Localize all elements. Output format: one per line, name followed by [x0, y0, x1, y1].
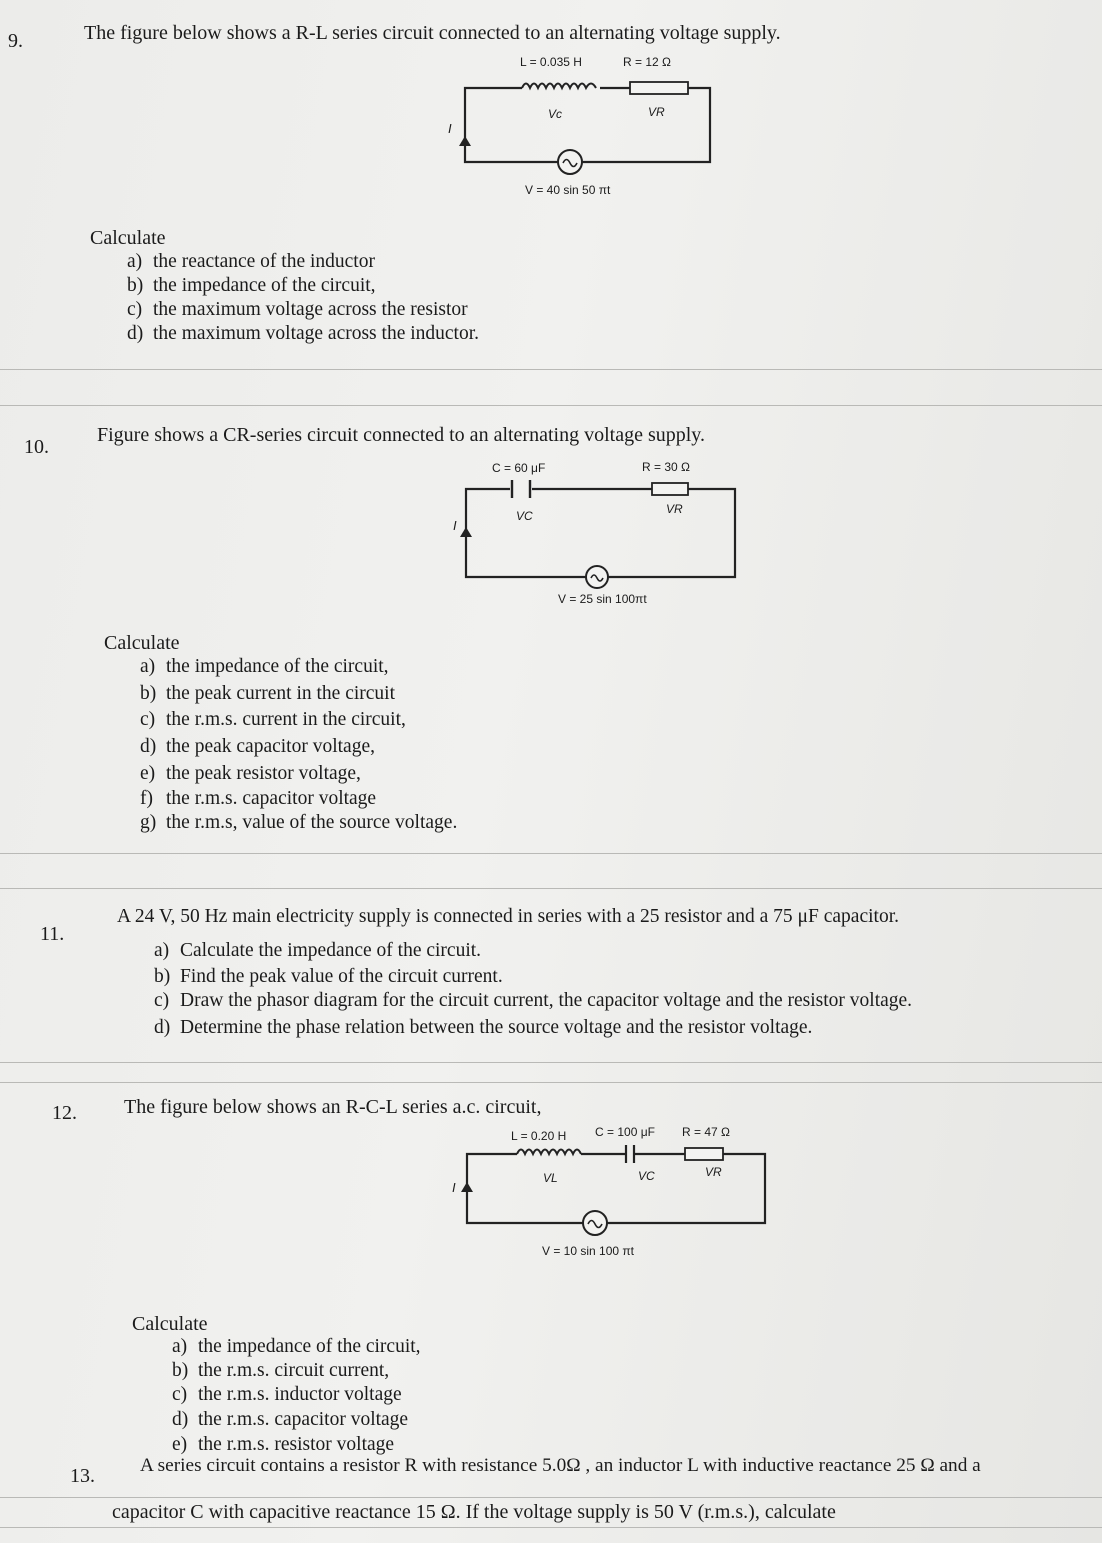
q10-part-g: g) the r.m.s, value of the source voltage. [140, 812, 458, 833]
q11-part-c: c) Draw the phasor diagram for the circuit current, the capacitor voltage and the resistor voltage. [154, 990, 913, 1011]
q12-vc-label: VC [638, 1169, 655, 1183]
q12-number: 12. [52, 1102, 77, 1124]
q11-part-d: d) Determine the phase relation between the source voltage and the resistor voltage. [154, 1017, 813, 1038]
q13-number: 13. [70, 1465, 95, 1487]
q10-part-f: f) the r.m.s. capacitor voltage [140, 788, 377, 809]
q12-current-label: I [452, 1180, 456, 1195]
q10-question-text: Figure shows a CR-series circuit connected to an alternating voltage supply. [97, 424, 705, 446]
divider [0, 405, 1102, 406]
q12-part-c: c) the r.m.s. inductor voltage [172, 1384, 402, 1405]
q12-circuit-diagram [445, 1120, 780, 1265]
q11-question-text: A 24 V, 50 Hz main electricity supply is connected in series with a 25 resistor and a 75 μF capacitor. [117, 906, 899, 927]
q12-capacitor-label: C = 100 μF [595, 1125, 655, 1139]
q9-part-a: a) the reactance of the inductor [127, 251, 375, 272]
q10-capacitor-label: C = 60 μF [492, 461, 546, 475]
divider [0, 1082, 1102, 1083]
q12-capacitor-symbol [626, 1145, 634, 1163]
divider [0, 369, 1102, 370]
q12-vr-label: VR [705, 1165, 722, 1179]
q12-inductor-label: L = 0.20 H [511, 1129, 567, 1143]
q9-current-label: I [448, 121, 452, 136]
q12-part-b: b) the r.m.s. circuit current, [172, 1360, 390, 1381]
q9-inductor-label: L = 0.035 H [520, 55, 582, 69]
q9-part-c: c) the maximum voltage across the resistor [127, 299, 468, 320]
q10-current-label: I [453, 518, 457, 533]
q9-circuit-diagram [430, 50, 730, 200]
q12-question-text: The figure below shows an R-C-L series a.c. circuit, [124, 1096, 542, 1118]
q10-part-e: e) the peak resistor voltage, [140, 763, 361, 784]
q10-part-c: c) the r.m.s. current in the circuit, [140, 709, 406, 730]
q9-part-b: b) the impedance of the circuit, [127, 275, 376, 296]
q9-vl-label: Vc [548, 107, 563, 121]
divider [0, 853, 1102, 854]
q10-circuit-diagram [440, 455, 750, 610]
q11-number: 11. [40, 923, 65, 945]
divider [0, 1062, 1102, 1063]
q13-question-line2: capacitor C with capacitive reactance 15 Ω. If the voltage supply is 50 V (r.m.s.), calculate [112, 1501, 836, 1523]
q12-part-d: d) the r.m.s. capacitor voltage [172, 1409, 409, 1430]
q9-question-text: The figure below shows a R-L series circuit connected to an alternating voltage supply. [84, 22, 781, 44]
q12-source-label: V = 10 sin 100 πt [542, 1244, 635, 1258]
q10-capacitor-symbol [512, 480, 530, 498]
q13-question-line1: A series circuit contains a resistor R with resistance 5.0Ω , an inductor L with inductive reactance 25 Ω and a [140, 1455, 981, 1476]
q11-part-b: b) Find the peak value of the circuit current. [154, 966, 503, 987]
q12-calculate-label: Calculate [132, 1313, 208, 1335]
q12-vl-label: VL [543, 1171, 558, 1185]
divider [0, 888, 1102, 889]
q12-resistor-label: R = 47 Ω [682, 1125, 730, 1139]
divider [0, 1527, 1102, 1528]
q9-inductor-symbol [522, 84, 596, 89]
q12-part-e: e) the r.m.s. resistor voltage [172, 1434, 395, 1455]
q9-source-label: V = 40 sin 50 πt [525, 183, 611, 197]
q10-calculate-label: Calculate [104, 632, 180, 654]
q10-part-d: d) the peak capacitor voltage, [140, 736, 375, 757]
q9-calculate-label: Calculate [90, 227, 166, 249]
q9-part-d: d) the maximum voltage across the inductor. [127, 323, 480, 344]
q10-resistor-label: R = 30 Ω [642, 460, 690, 474]
q10-part-a: a) the impedance of the circuit, [140, 656, 389, 677]
q9-resistor-symbol [630, 82, 688, 94]
q10-number: 10. [24, 436, 49, 458]
q12-part-a: a) the impedance of the circuit, [172, 1336, 421, 1357]
q10-vr-label: VR [666, 502, 683, 516]
q12-inductor-symbol [517, 1150, 581, 1155]
q9-resistor-label: R = 12 Ω [623, 55, 671, 69]
q12-resistor-symbol [685, 1148, 723, 1160]
q10-vc-label: VC [516, 509, 533, 523]
q9-vr-label: VR [648, 105, 665, 119]
q11-part-a: a) Calculate the impedance of the circuit. [154, 940, 482, 961]
q10-resistor-symbol [652, 483, 688, 495]
q9-number: 9. [8, 30, 23, 52]
divider [0, 1497, 1102, 1498]
q10-source-label: V = 25 sin 100πt [558, 592, 647, 606]
q10-part-b: b) the peak current in the circuit [140, 683, 396, 704]
